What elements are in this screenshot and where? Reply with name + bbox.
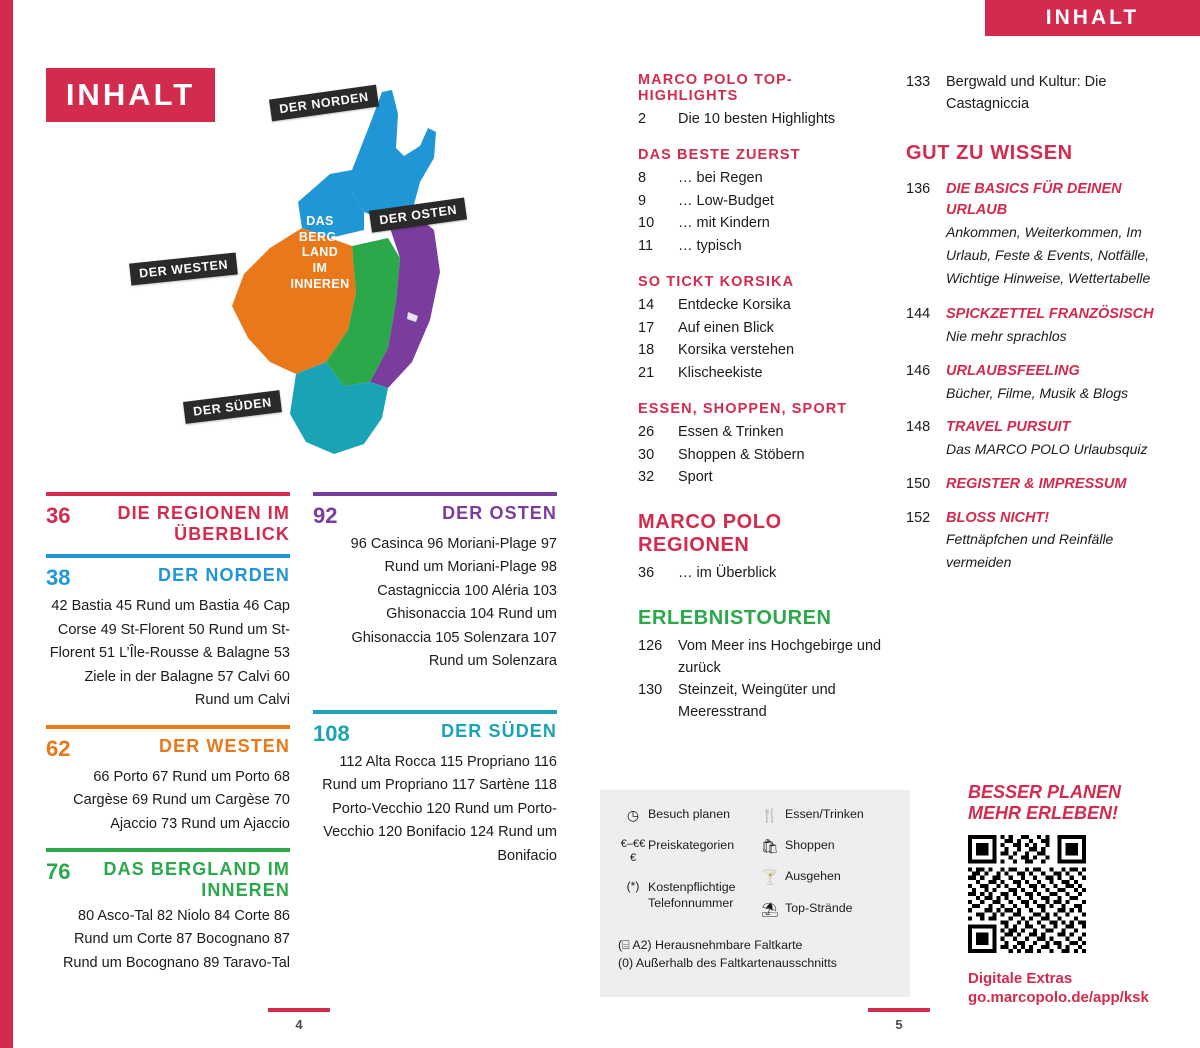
legend-label: Kostenpflichtige Telefonnummer	[648, 879, 736, 910]
region-title: DAS BERGLAND IM INNEREN	[103, 859, 290, 900]
chapter-tab: INHALT	[985, 0, 1200, 36]
toc-row[interactable]	[638, 363, 886, 385]
toc-row[interactable]	[638, 467, 886, 489]
toc-row[interactable]	[638, 445, 886, 467]
toc-text: … im Überblick	[678, 565, 777, 581]
region-block-westen[interactable]	[46, 725, 290, 848]
toc-text: Klischeekiste	[678, 365, 763, 381]
price-icon: €–€€€	[620, 838, 646, 865]
toc-row[interactable]	[906, 361, 1168, 406]
toc-title: REGISTER & IMPRESSUM	[946, 475, 1127, 492]
legend-label: Preiskategorien	[648, 838, 735, 853]
bag-icon: 🛍	[761, 838, 779, 855]
region-title: DER WESTEN	[158, 735, 290, 756]
toc-page: 36	[638, 565, 655, 581]
toc-page: 152	[906, 509, 931, 526]
toc-text: Korsika verstehen	[678, 342, 795, 359]
toc-subtitle: Bücher, Filme, Musik & Blogs	[946, 384, 1129, 401]
section-heading: ESSEN, SHOPPEN, SPORT	[638, 400, 848, 417]
legend-label: Top-Strände	[785, 900, 853, 915]
region-title: DER SÜDEN	[441, 720, 557, 741]
toc-page: 8	[638, 169, 647, 186]
region-block-bergland[interactable]	[46, 848, 290, 987]
toc-text: Essen & Trinken	[678, 423, 784, 440]
region-block-osten[interactable]	[313, 492, 557, 686]
toc-page: 11	[638, 238, 654, 254]
section-heading: SO TICKT KORSIKA	[638, 273, 795, 290]
page-number-value: 5	[895, 1017, 903, 1032]
cocktail-icon: 🍸	[761, 869, 779, 886]
toc-title: BLOSS NICHT!	[946, 509, 1050, 526]
map-label-der-sueden: DER SÜDEN	[183, 390, 282, 424]
toc-section-so-tickt-korsika	[638, 274, 886, 385]
toc-row[interactable]	[638, 636, 886, 680]
region-entries: 80 Asco-Tal 82 Niolo 84 Corte 86 Rund um Corte 87 Bocognano 87 Rund um Bocognano 89 Taravo-Tal	[62, 907, 290, 971]
toc-text: Steinzeit, Weingüter und Meeresstrand	[678, 682, 836, 720]
page-number-left	[268, 1008, 330, 1032]
toc-text: Shoppen & Stöbern	[678, 446, 805, 463]
toc-page: 150	[906, 475, 931, 492]
toc-text: Auf einen Blick	[678, 319, 774, 336]
promo-sub-line1: Digitale Extras	[968, 970, 1073, 988]
legend-item	[755, 806, 892, 824]
toc-page: 136	[906, 180, 931, 197]
legend-item	[618, 806, 755, 824]
toc-row[interactable]	[638, 295, 886, 317]
page-number-rule	[868, 1008, 930, 1012]
region-page: 36	[46, 503, 71, 528]
toc-page: 9	[638, 192, 647, 209]
legend-label: Besuch planen	[648, 807, 730, 821]
cutlery-icon: 🍴	[761, 807, 779, 823]
toc-text: Entdecke Korsika	[678, 296, 791, 313]
toc-row[interactable]	[638, 236, 886, 258]
legend-item	[755, 868, 892, 886]
region-title: DER NORDEN	[157, 565, 290, 586]
toc-page: 144	[906, 306, 931, 323]
legend-item	[755, 900, 892, 918]
toc-row[interactable]	[906, 474, 1168, 496]
promo-subtitle[interactable]	[968, 970, 1178, 1008]
region-block-sueden[interactable]	[313, 710, 557, 880]
toc-text: … Low-Budget	[678, 192, 774, 209]
corsica-map	[120, 62, 500, 462]
toc-row[interactable]	[638, 109, 886, 131]
toc-column-4	[906, 72, 1168, 576]
toc-page: 10	[638, 215, 655, 232]
toc-title: TRAVEL PURSUIT	[946, 419, 1071, 436]
toc-page: 17	[638, 319, 655, 336]
page-title: INHALT	[46, 68, 215, 122]
toc-page: 146	[906, 362, 931, 379]
toc-row[interactable]	[638, 318, 886, 340]
toc-row[interactable]	[638, 563, 886, 585]
toc-section-erlebnistouren	[638, 607, 886, 724]
legend-label: Ausgehen	[785, 869, 841, 884]
toc-text: Vom Meer ins Hochgebirge und zurück	[678, 637, 882, 676]
toc-text: … mit Kindern	[678, 215, 770, 232]
toc-page: 126	[638, 637, 663, 654]
toc-title: URLAUBSFEELING	[946, 362, 1080, 379]
qr-code[interactable]	[968, 835, 1086, 953]
toc-row[interactable]	[906, 417, 1168, 462]
toc-row[interactable]	[906, 72, 1168, 116]
toc-text: Sport	[678, 469, 713, 486]
regions-column-mid	[313, 492, 557, 880]
toc-row[interactable]	[906, 304, 1168, 349]
promo-title: BESSER PLANEN MEHR ERLEBEN!	[968, 782, 1122, 823]
toc-row[interactable]	[638, 422, 886, 444]
map-label-bergland: DAS BERG- LAND IM INNEREN	[290, 214, 350, 291]
regions-column-left	[46, 492, 290, 987]
toc-page: 26	[638, 423, 655, 440]
legend-footnote: (0) Außerhalb des Faltkartenausschnitts	[618, 955, 838, 970]
toc-row[interactable]	[638, 168, 886, 190]
section-heading: ERLEBNISTOUREN	[638, 606, 832, 629]
toc-row[interactable]	[906, 508, 1168, 575]
toc-page: 2	[638, 111, 647, 127]
toc-subtitle: Fettnäpfchen und Reinfälle vermeiden	[946, 531, 1114, 570]
toc-column-3	[638, 72, 886, 740]
legend-box	[600, 790, 910, 997]
promo-sub-line2: go.marcopolo.de/app/ksk	[968, 989, 1149, 1007]
toc-section-top-highlights	[638, 72, 886, 131]
legend-label: Essen/Trinken	[785, 807, 864, 821]
toc-page: 30	[638, 446, 655, 463]
clock-icon: ◷	[626, 807, 640, 823]
toc-page: 148	[906, 419, 931, 436]
toc-title: SPICKZETTEL FRANZÖSISCH	[946, 306, 1154, 323]
region-entries: 66 Porto 67 Rund um Porto 68 Cargèse 69 Rund um Cargèse 70 Ajaccio 73 Rund um Ajaccio	[73, 768, 290, 832]
region-entries: 112 Alta Rocca 115 Propriano 116 Rund um Propriano 117 Sartène 118 Porto-Vecchio 120 Rund um Porto-Vecchio 120 Bonifacio 124 Rund um Bonifacio	[322, 753, 557, 864]
map-label-der-westen: DER WESTEN	[129, 252, 238, 285]
section-heading-gut-zu-wissen: GUT ZU WISSEN	[906, 141, 1073, 164]
toc-section-das-beste-zuerst	[638, 147, 886, 258]
section-heading: MARCO POLO TOP-HIGHLIGHTS	[638, 72, 793, 104]
legend-column-right	[755, 806, 892, 931]
toc-subtitle: Das MARCO POLO Urlaubsquiz	[946, 441, 1148, 457]
toc-page: 14	[638, 296, 655, 313]
region-page: 108	[313, 720, 350, 746]
toc-text: … typisch	[678, 238, 742, 254]
legend-item	[618, 837, 755, 866]
toc-section-essen-shoppen-sport	[638, 401, 886, 489]
region-page: 92	[313, 503, 338, 528]
legend-footnote: (⌸ A2) Herausnehmbare Faltkarte	[618, 937, 803, 952]
toc-subtitle: Nie mehr sprachlos	[946, 328, 1067, 344]
toc-row[interactable]	[638, 213, 886, 235]
page-number-right	[868, 1008, 930, 1032]
toc-page: 18	[638, 342, 655, 359]
toc-text: Bergwald und Kultur: Die Castagniccia	[946, 74, 1107, 112]
toc-text: … bei Regen	[678, 169, 763, 186]
region-block-norden[interactable]	[46, 554, 290, 724]
toc-section-marco-polo-regionen	[638, 511, 886, 585]
toc-row[interactable]	[906, 179, 1168, 291]
legend-label: Shoppen	[785, 838, 835, 853]
toc-page: 130	[638, 682, 663, 699]
map-label-der-norden: DER NORDEN	[269, 85, 379, 122]
section-heading: DAS BESTE ZUERST	[638, 146, 801, 163]
section-heading: MARCO POLO REGIONEN	[638, 511, 782, 556]
region-entries: 42 Bastia 45 Rund um Bastia 46 Cap Corse 49 St-Florent 50 Rund um St-Florent 51 L’Île-Rousse & Balagne 53 Ziele in der Balagne 57 Calvi 60 Rund um Calvi	[49, 598, 290, 709]
toc-row[interactable]	[638, 340, 886, 362]
toc-page: 133	[906, 74, 931, 90]
region-title: DER OSTEN	[442, 503, 557, 523]
region-page: 62	[46, 735, 71, 761]
asterisk-icon: (*)	[626, 878, 640, 893]
legend-column-left	[618, 806, 755, 931]
region-title: DIE REGIONEN IM ÜBERBLICK	[117, 503, 290, 544]
toc-page: 21	[638, 365, 655, 381]
page-number-rule	[268, 1008, 330, 1012]
toc-page: 32	[638, 469, 655, 486]
region-entries: 96 Casinca 96 Moriani-Plage 97 Rund um Moriani-Plage 98 Castagniccia 100 Aléria 103 Ghisonaccia 104 Rund um Ghisonaccia 105 Solenzara 107 Rund um Solenzara	[350, 536, 557, 670]
toc-text: Die 10 besten Highlights	[678, 111, 836, 127]
legend-item	[755, 837, 892, 855]
beach-icon: ⛱	[761, 900, 779, 917]
region-block-ueberblick[interactable]	[46, 492, 290, 554]
toc-row[interactable]	[638, 191, 886, 213]
toc-row[interactable]	[638, 680, 886, 724]
toc-title: DIE BASICS FÜR DEINEN URLAUB	[946, 180, 1122, 219]
page-number-value: 4	[295, 1017, 303, 1032]
left-edge-bar	[0, 0, 13, 1048]
region-page: 76	[46, 859, 71, 885]
toc-subtitle: Ankommen, Weiterkommen, Im Urlaub, Feste & Events, Notfälle, Wichtige Hinweise, Wettertabelle	[946, 224, 1151, 286]
region-page: 38	[46, 565, 71, 591]
promo-block	[968, 782, 1178, 1008]
legend-item	[618, 879, 755, 911]
map-label-der-osten: DER OSTEN	[369, 197, 467, 232]
